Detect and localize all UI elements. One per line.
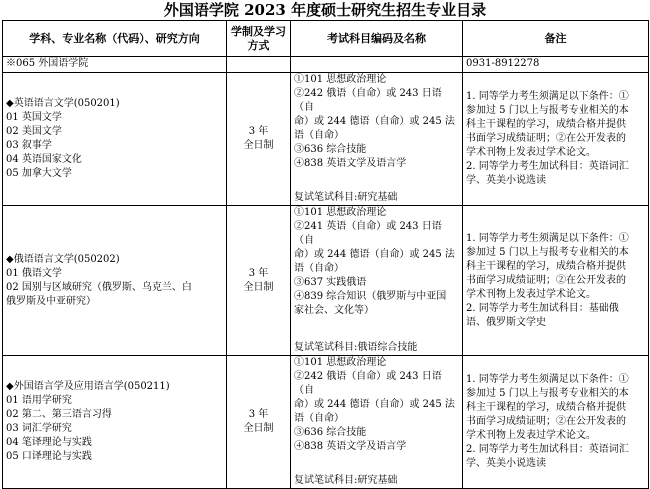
mode-cell xyxy=(227,206,291,356)
table-row xyxy=(3,356,649,489)
exam-line: ①101 思想政治理论 xyxy=(294,207,387,218)
dept-row xyxy=(3,57,649,73)
direction: 05 口译理论与实践 xyxy=(6,451,92,462)
mode-cell xyxy=(227,356,291,489)
exam-cell xyxy=(291,356,463,489)
remark-line: 2. 同等学力考生加试科目：基础俄 xyxy=(466,302,619,314)
remark-line: 科主干课程的学习，成绩合格并提供 xyxy=(466,119,626,130)
program-cell xyxy=(3,206,227,356)
direction: 01 英国文学 xyxy=(6,112,62,123)
remark-line: 书面学习成绩证明；②在公开发表的 xyxy=(466,133,626,144)
program-table xyxy=(2,20,649,489)
exam-line: ④838 英语文学及语言学 xyxy=(294,158,407,169)
mode-years: 3 年 xyxy=(248,409,269,420)
mode-years: 3 年 xyxy=(248,267,269,279)
remark-line: 学术刊物上发表过学术论文。 xyxy=(466,147,596,158)
program-cell xyxy=(3,73,227,206)
header-remark: 备注 xyxy=(463,21,649,57)
header-row xyxy=(3,21,649,57)
header-mode: 学制及学习方式 xyxy=(227,21,291,57)
exam-line: ③637 实践俄语 xyxy=(294,277,367,288)
exam-line: ①101 思想政治理论 xyxy=(294,74,387,85)
exam-line: 语（自命） xyxy=(294,413,344,424)
direction: 01 俄语文学 xyxy=(6,267,62,279)
retest-note: 复试笔试科目:研究基础 xyxy=(294,192,398,203)
mode-years: 3 年 xyxy=(248,126,269,137)
program-name: ◆英语语言文学(050201) xyxy=(6,98,120,109)
remark-line: 参加过 5 门以上与报考专业相关的本 xyxy=(466,105,629,116)
remark-line: 参加过 5 门以上与报考专业相关的本 xyxy=(466,388,629,399)
exam-line: ②242 俄语（自命）或 243 日语（自 xyxy=(294,88,442,113)
exam-line: ④839 综合知识（俄罗斯与中亚国 xyxy=(294,291,447,302)
remark-cell xyxy=(463,73,649,206)
remark-line: 科主干课程的学习，成绩合格并提供 xyxy=(466,402,626,413)
exam-line: 家社会、文化等） xyxy=(294,305,374,316)
remark-line: 1. 同等学力考生须满足以下条件：① xyxy=(466,374,629,385)
exam-line: ③636 综合技能 xyxy=(294,144,367,155)
direction: 03 词汇学研究 xyxy=(6,423,72,434)
exam-line: 语（自命） xyxy=(294,130,344,141)
remark-line: 1. 同等学力考生须满足以下条件：① xyxy=(466,91,629,102)
remark-line: 2. 同等学力考生加试科目：英语词汇 xyxy=(466,161,629,172)
remark-line: 语、俄罗斯文学史 xyxy=(466,316,546,328)
remark-line: 参加过 5 门以上与报考专业相关的本 xyxy=(466,246,629,258)
remark-line: 学术刊物上发表过学术论文。 xyxy=(466,430,596,441)
direction: 俄罗斯及中亚研究） xyxy=(6,295,96,307)
remark-line: 学、英美小说选读 xyxy=(466,458,546,469)
remark-cell xyxy=(463,206,649,356)
direction: 04 笔译理论与实践 xyxy=(6,437,92,448)
direction: 04 英语国家文化 xyxy=(6,154,82,165)
mode-type: 全日制 xyxy=(243,423,274,434)
direction: 01 语用学研究 xyxy=(6,395,72,406)
direction: 05 加拿大文学 xyxy=(6,168,72,179)
retest-note: 复试笔试科目:研究基础 xyxy=(294,475,398,486)
direction: 03 叙事学 xyxy=(6,140,52,151)
table-row xyxy=(3,73,649,206)
remark-line: 书面学习成绩证明；②在公开发表的 xyxy=(466,274,626,286)
header-exam: 考试科目编码及名称 xyxy=(291,21,463,57)
table-row xyxy=(3,206,649,356)
retest-note: 复试笔试科目:俄语综合技能 xyxy=(294,342,418,353)
header-subject: 学科、专业名称（代码）、研究方向 xyxy=(3,21,227,57)
exam-line: ②241 英语（自命）或 243 日语（自 xyxy=(294,221,442,246)
remark-line: 1. 同等学力考生须满足以下条件：① xyxy=(466,232,629,244)
mode-type: 全日制 xyxy=(243,281,274,293)
exam-line: ③636 综合技能 xyxy=(294,427,367,438)
direction: 02 第二、第三语言习得 xyxy=(6,409,112,420)
exam-line: ②242 俄语（自命）或 243 日语（自 xyxy=(294,371,442,396)
remark-line: 2. 同等学力考生加试科目：英语词汇 xyxy=(466,444,629,455)
direction: 02 国别与区域研究（俄罗斯、乌克兰、白 xyxy=(6,281,192,293)
exam-line: 命）或 244 德语（自命）或 245 法 xyxy=(294,399,455,410)
direction: 02 美国文学 xyxy=(6,126,62,137)
exam-line: 语（自命） xyxy=(294,263,344,274)
mode-cell xyxy=(227,73,291,206)
remark-cell xyxy=(463,356,649,489)
page-title: 外国语学院 2023 年度硕士研究生招生专业目录 xyxy=(163,1,487,19)
exam-line: 命）或 244 德语（自命）或 245 法 xyxy=(294,116,455,127)
remark-line: 科主干课程的学习，成绩合格并提供 xyxy=(466,260,626,272)
exam-line: ①101 思想政治理论 xyxy=(294,357,387,368)
exam-cell xyxy=(291,206,463,356)
remark-line: 学术刊物上发表过学术论文。 xyxy=(466,288,596,300)
program-name: ◆外国语言学及应用语言学(050211) xyxy=(6,381,170,392)
mode-type: 全日制 xyxy=(243,140,274,151)
dept-name: ※065 外国语学院 xyxy=(3,57,227,73)
remark-line: 书面学习成绩证明；②在公开发表的 xyxy=(466,416,626,427)
exam-cell xyxy=(291,73,463,206)
exam-line: 命）或 244 德语（自命）或 245 法 xyxy=(294,249,455,260)
remark-line: 学、英美小说选读 xyxy=(466,175,546,186)
exam-line: ④838 英语文学及语言学 xyxy=(294,441,407,452)
program-name: ◆俄语语言文学(050202) xyxy=(6,253,120,265)
dept-phone: 0931-8912278 xyxy=(463,57,649,73)
program-cell xyxy=(3,356,227,489)
